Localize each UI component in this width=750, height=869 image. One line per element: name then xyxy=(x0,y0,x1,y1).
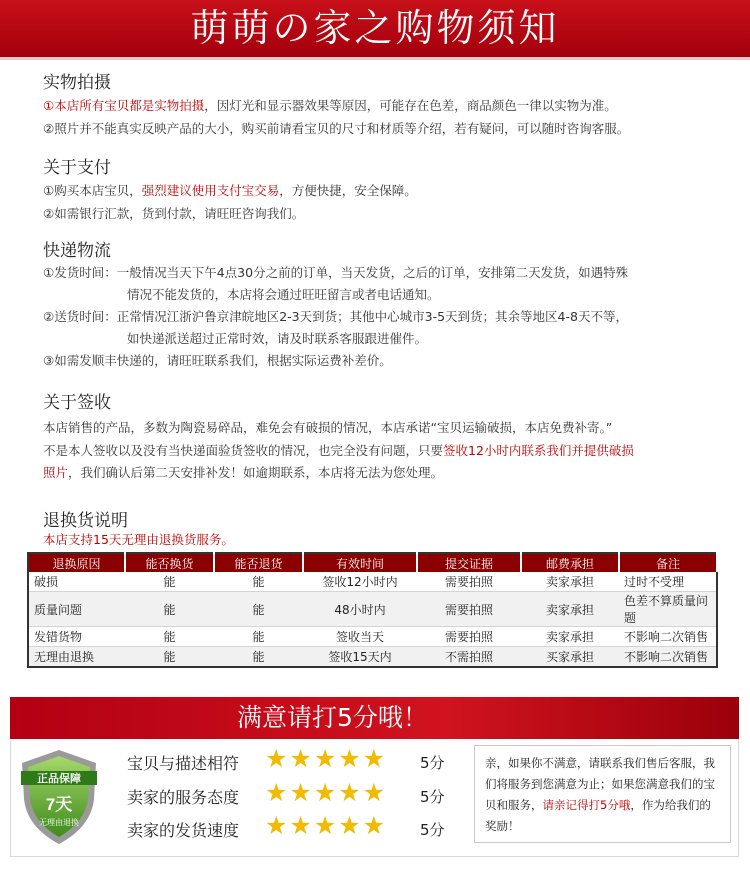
receipt-line-1: 本店销售的产品，多数为陶瓷易碎品，难免会有破损的情况，本店承诺“宝贝运输破损，本店免费补寄。” xyxy=(43,420,613,435)
table-cell: 过时不受理 xyxy=(619,572,717,592)
header-cell: 能否退货 xyxy=(214,553,303,572)
rating-label-shipping: 卖家的发货速度 xyxy=(127,821,240,840)
returns-table-header xyxy=(28,553,717,572)
receipt-line-2-highlight: 签收12小时内联系我们并提供破损 xyxy=(443,443,634,458)
receipt-line-3 xyxy=(43,463,443,481)
receipt-line-2 xyxy=(43,441,634,459)
table-cell: 签收12小时内 xyxy=(303,572,417,592)
returns-table xyxy=(27,552,718,668)
table-cell: 能 xyxy=(125,647,214,668)
table-cell: 能 xyxy=(125,627,214,647)
table-row xyxy=(28,627,717,647)
header-cell: 备注 xyxy=(619,553,717,572)
star-rating-icon[interactable]: ★★★★★ xyxy=(265,778,388,807)
table-row xyxy=(28,572,717,592)
payment-line-1-a: ①购买本店宝贝， xyxy=(43,183,142,198)
table-cell: 需要拍照 xyxy=(417,572,521,592)
table-cell: 无理由退换 xyxy=(28,647,125,668)
table-cell: 需要拍照 xyxy=(417,627,521,647)
table-cell: 不影响二次销售 xyxy=(619,627,717,647)
section-title-shipping: 快递物流 xyxy=(43,241,111,261)
rating-banner-text: 满意请打5分哦！ xyxy=(237,703,428,732)
section-title-payment: 关于支付 xyxy=(43,158,111,178)
page-title: 萌萌の家之购物须知 xyxy=(190,6,560,50)
table-cell: 能 xyxy=(214,572,303,592)
payment-line-2: ②如需银行汇款，货到付款，请旺旺咨询我们。 xyxy=(43,206,305,221)
table-cell: 能 xyxy=(214,592,303,627)
rating-banner xyxy=(10,697,739,739)
table-cell: 能 xyxy=(214,647,303,668)
star-rating-icon[interactable]: ★★★★★ xyxy=(265,744,388,773)
table-row xyxy=(28,647,717,668)
shield-badge-icon xyxy=(17,747,101,847)
receipt-line-3-highlight: 照片 xyxy=(43,465,69,480)
rating-note xyxy=(474,745,731,843)
photos-line-2: ②照片并不能真实反映产品的大小，购买前请看宝贝的尺寸和材质等介绍，若有疑问，可以随时咨询客服。 xyxy=(43,121,630,136)
receipt-line-2-a: 不是本人签收以及没有当快递面验货签收的情况，也完全没有问题，只要 xyxy=(43,443,444,458)
table-cell: 签收当天 xyxy=(303,627,417,647)
rating-label-description: 宝贝与描述相符 xyxy=(127,754,240,773)
receipt-line-3-text: ，我们确认后第二天安排补发！如逾期联系，本店将无法为您处理。 xyxy=(68,465,444,480)
table-cell: 能 xyxy=(214,627,303,647)
header-cell: 有效时间 xyxy=(303,553,417,572)
shipping-line-2: ②送货时间：正常情况江浙沪鲁京津皖地区2-3天到货；其他中心城市3-5天到货；其余等地区4-8天不等， xyxy=(43,309,628,324)
table-cell: 48小时内 xyxy=(303,592,417,627)
shipping-line-1-cont: 情况不能发货的，本店将会通过旺旺留言或者电话通知。 xyxy=(127,287,440,302)
returns-subtitle: 本店支持15天无理由退换货服务。 xyxy=(43,532,234,547)
rating-score-shipping: 5分 xyxy=(420,821,445,839)
shipping-line-1: ①发货时间：一般情况当天下午4点30分之前的订单，当天发货，之后的订单，安排第二天发货，如遇特殊 xyxy=(43,265,629,280)
table-cell: 能 xyxy=(125,572,214,592)
table-cell: 色差不算质量问题 xyxy=(619,592,717,627)
table-cell: 卖家承担 xyxy=(521,627,619,647)
photos-line-1-highlight: ①本店所有宝贝都是实物拍摄 xyxy=(43,98,205,113)
table-cell: 卖家承担 xyxy=(521,592,619,627)
header-cell: 退换原因 xyxy=(28,553,125,572)
payment-line-1-b: ，方便快捷，安全保障。 xyxy=(279,183,417,198)
badge-days-text: 7天 xyxy=(45,795,73,814)
star-rating-icon[interactable]: ★★★★★ xyxy=(265,811,388,840)
table-row xyxy=(28,592,717,627)
table-cell: 签收15天内 xyxy=(303,647,417,668)
table-cell: 不影响二次销售 xyxy=(619,647,717,668)
section-title-returns: 退换货说明 xyxy=(43,511,128,531)
header-cell: 能否换货 xyxy=(125,553,214,572)
rating-note-highlight: 请亲记得打5分哦 xyxy=(542,798,631,812)
banner-divider xyxy=(0,57,750,60)
shipping-line-3: ③如需发顺丰快递的，请旺旺联系我们，根据实际运费补差价。 xyxy=(43,353,392,368)
payment-line-1 xyxy=(43,181,417,199)
payment-line-1-highlight: 强烈建议使用支付宝交易 xyxy=(141,183,280,198)
page-title-banner xyxy=(0,0,750,57)
badge-bottom-text: 无理由退换 xyxy=(39,818,79,827)
table-cell: 需要拍照 xyxy=(417,592,521,627)
table-cell: 破损 xyxy=(28,572,125,592)
table-cell: 发错货物 xyxy=(28,627,125,647)
header-cell: 邮费承担 xyxy=(521,553,619,572)
rating-note-b: ，作为给我们的奖励！ xyxy=(485,798,711,833)
section-title-receipt: 关于签收 xyxy=(43,393,111,413)
photos-line-1-text: ，因灯光和显示器效果等原因，可能存在色差，商品颜色一律以实物为准。 xyxy=(204,98,617,113)
table-cell: 买家承担 xyxy=(521,647,619,668)
header-cell: 提交证据 xyxy=(417,553,521,572)
table-cell: 质量问题 xyxy=(28,592,125,627)
table-cell: 不需拍照 xyxy=(417,647,521,668)
rating-score-service: 5分 xyxy=(420,788,445,806)
table-cell: 能 xyxy=(125,592,214,627)
rating-score-description: 5分 xyxy=(420,754,445,772)
rating-label-service: 卖家的服务态度 xyxy=(127,788,240,807)
table-cell: 卖家承担 xyxy=(521,572,619,592)
rating-note-a: 亲，如果你不满意，请联系我们售后客服，我们将服务到您满意为止；如果您满意我们的宝贝和服务， xyxy=(485,756,715,812)
badge-top-text: 正品保障 xyxy=(37,773,81,785)
section-title-photos: 实物拍摄 xyxy=(43,73,111,93)
shipping-line-2-cont: 如快递派送超过正常时效，请及时联系客服跟进催件。 xyxy=(127,331,428,346)
photos-line-1 xyxy=(43,96,617,114)
